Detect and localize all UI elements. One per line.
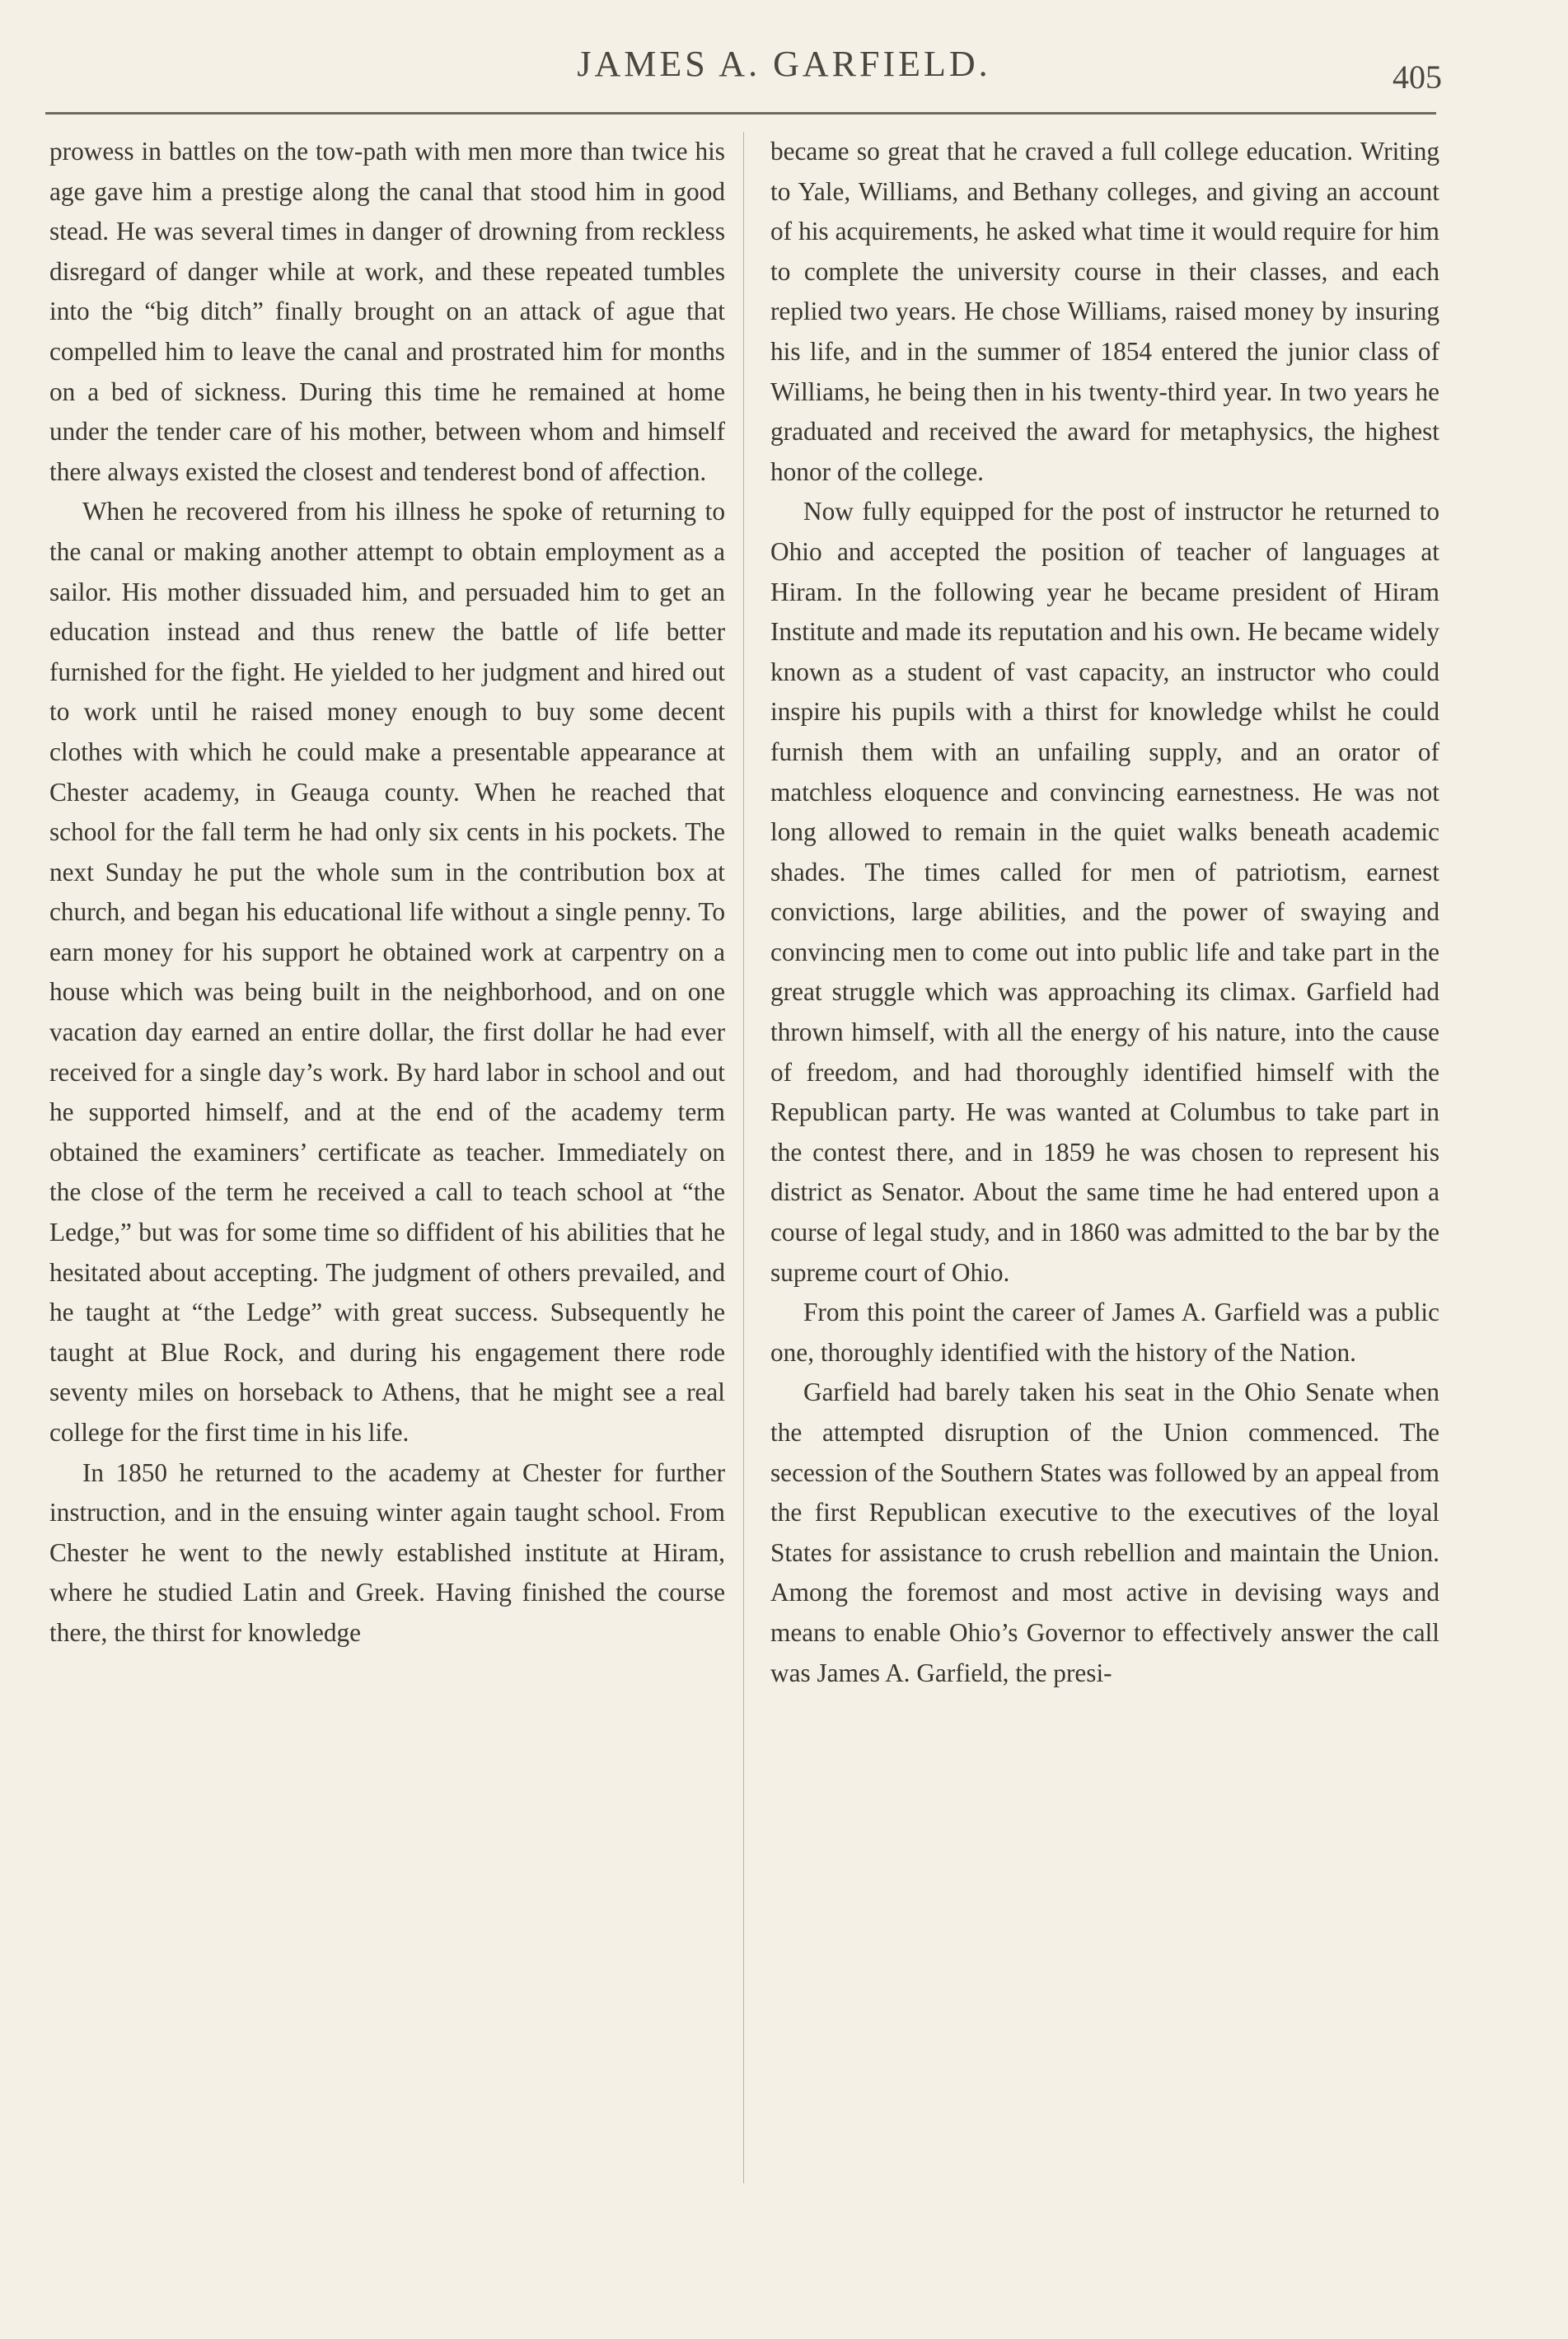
page-number: 405 <box>1392 58 1442 96</box>
left-paragraph-2: When he recovered from his illness he spoke of returning to the canal or making another attempt to obtain employment as a sailor. His mother dissuaded him, and persuaded him to get an education instead and thus renew the battle of life better furnished for the fight. He yielded to her judgment and hired out to work until he raised money enough to buy some decent clothes with which he could make a presentable appearance at Chester academy, in Geauga county. When he reached that school for the fall term he had only six cents in his pockets. The next Sunday he put the whole sum in the contribution box at church, and began his educational life without a single penny. To earn money for his support he obtained work at carpentry on a house which was being built in the neighborhood, and on one vacation day earned an entire dollar, the first dollar he had ever received for a single day’s work. By hard labor in school and out he supported himself, and at the end of the academy term obtained the examiners’ certificate as teacher. Immediately on the close of the term he received a call to teach school at “the Ledge,” but was for some time so diffident of his abilities that he hesitated about accepting. The judgment of others prevailed, and he taught at “the Ledge” with great success. Subsequently he taught at Blue Rock, and during his engagement there rode seventy miles on horseback to Athens, that he might see a real college for the first time in his life. <box>49 497 725 1447</box>
right-paragraph-3: From this point the career of James A. Garfield was a public one, thoroughly identified with the history of the Nation. <box>770 1298 1439 1367</box>
right-column <box>770 132 1439 2192</box>
left-paragraph-1: prowess in battles on the tow-path with men more than twice his age gave him a prestige along the canal that stood him in good stead. He was several times in danger of drowning from reckless disregard of danger while at work, and these repeated tumbles into the “big ditch” finally brought on an attack of ague that compelled him to leave the canal and prostrated him for months on a bed of sickness. During this time he remained at home under the tender care of his mother, between whom and himself there always existed the closest and tenderest bond of affection. <box>49 137 725 486</box>
right-paragraph-4: Garfield had barely taken his seat in the Ohio Senate when the attempted disruption of the Union commenced. The secession of the Southern States was followed by an appeal from the first Republican executive to the executives of the loyal States for assistance to crush rebellion and maintain the Union. Among the foremost and most active in devising ways and means to enable Ohio’s Governor to effectively answer the call was James A. Garfield, the presi- <box>770 1378 1439 1687</box>
right-paragraph-2: Now fully equipped for the post of instructor he returned to Ohio and accepted the position of teacher of languages at Hiram. In the following year he became president of Hiram Institute and made its reputation and his own. He became widely known as a student of vast capacity, an instructor who could inspire his pupils with a thirst for knowledge whilst he could furnish them with an unfailing supply, and an orator of matchless eloquence and convincing earnestness. He was not long allowed to remain in the quiet walks beneath academic shades. The times called for men of patriotism, earnest convictions, large abilities, and the power of swaying and convincing men to come out into public life and take part in the great struggle which was approaching its climax. Garfield had thrown himself, with all the energy of his nature, into the cause of freedom, and had thoroughly identified himself with the Republican party. He was wanted at Columbus to take part in the contest there, and in 1859 he was chosen to represent his district as Senator. About the same time he had entered upon a course of legal study, and in 1860 was admitted to the bar by the supreme court of Ohio. <box>770 497 1439 1287</box>
column-divider <box>743 132 744 2183</box>
left-column <box>49 132 725 2192</box>
running-title: JAMES A. GARFIELD. <box>577 44 991 84</box>
left-paragraph-3: In 1850 he returned to the academy at Chester for further instruction, and in the ensuing winter again taught school. From Chester he went to the newly established institute at Hiram, where he studied Latin and Greek. Having finished the course there, the thirst for knowledge <box>49 1457 725 1647</box>
header-rule <box>45 112 1436 115</box>
right-paragraph-1: became so great that he craved a full college education. Writing to Yale, Williams, and Bethany colleges, and giving an account of his acquirements, he asked what time it would require for him to complete the university course in their classes, and each replied two years. He chose Williams, raised money by insuring his life, and in the summer of 1854 entered the junior class of Williams, he being then in his twenty-third year. In two years he graduated and received the award for metaphysics, the highest honor of the college. <box>770 137 1439 486</box>
